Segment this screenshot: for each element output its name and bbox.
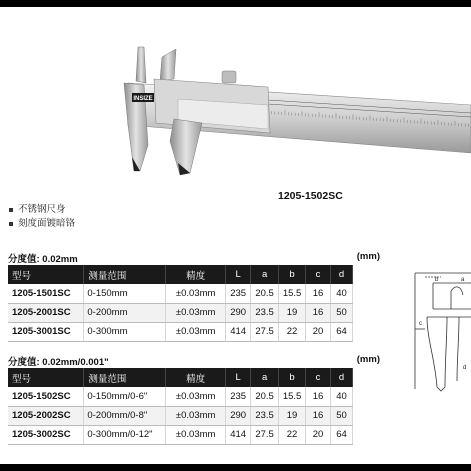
b-cell: 22: [279, 425, 306, 444]
model-cell: 1205-1502SC: [8, 387, 84, 406]
model-cell: 1205-3001SC: [8, 322, 84, 341]
column-header: L: [226, 265, 251, 284]
table-row: [8, 303, 353, 322]
l-cell: 290: [226, 406, 251, 425]
column-header: d: [331, 265, 353, 284]
a-cell: 27.5: [251, 425, 279, 444]
table-row: [8, 406, 353, 425]
model-cell: 1205-2002SC: [8, 406, 84, 425]
column-header: 测量范围: [84, 265, 166, 284]
accuracy-cell: ±0.03mm: [166, 284, 226, 303]
feature-item: 不锈钢尺身: [8, 203, 75, 217]
vernier-caliper-image: [118, 45, 471, 185]
a-cell: 23.5: [251, 406, 279, 425]
table-row: [8, 425, 353, 444]
c-cell: 16: [306, 387, 331, 406]
section2-heading: [8, 354, 380, 368]
section1-heading: [8, 251, 380, 265]
d-cell: 40: [331, 284, 353, 303]
column-header: d: [330, 368, 352, 387]
dim-label-d: d: [463, 365, 467, 371]
c-cell: 20: [306, 425, 331, 444]
section2-title: 分度值: 0.02mm/0.001": [8, 357, 109, 368]
accuracy-cell: ±0.03mm: [166, 303, 226, 322]
column-header: b: [279, 368, 306, 387]
column-header: 测量范围: [84, 368, 166, 387]
b-cell: 19: [279, 406, 306, 425]
range-cell: 0-200mm: [84, 303, 166, 322]
dim-label-a: a: [461, 277, 465, 283]
column-header: c: [306, 368, 331, 387]
model-cell: 1205-3002SC: [8, 425, 84, 444]
column-header: b: [279, 265, 306, 284]
d-cell: 50: [331, 303, 353, 322]
range-cell: 0-300mm: [84, 322, 166, 341]
table-header-row: [8, 368, 353, 387]
feature-list: [8, 203, 75, 231]
feature-item: 刻度面镀暗铬: [8, 217, 75, 231]
table-header-row: [8, 265, 353, 284]
l-cell: 414: [226, 322, 251, 341]
c-cell: 20: [306, 322, 331, 341]
d-cell: 40: [330, 387, 352, 406]
l-cell: 235: [226, 284, 251, 303]
a-cell: 23.5: [251, 303, 279, 322]
accuracy-cell: ±0.03mm: [166, 406, 226, 425]
d-cell: 64: [330, 425, 352, 444]
dim-label-b: b: [435, 277, 439, 283]
dimension-drawing: [411, 269, 471, 399]
c-cell: 16: [306, 284, 331, 303]
accuracy-cell: ±0.03mm: [166, 387, 226, 406]
l-cell: 290: [226, 303, 251, 322]
column-header: 型号: [8, 265, 84, 284]
section2-unit: (mm): [356, 354, 380, 365]
dim-label-c: c: [419, 321, 422, 327]
section1-title: 分度值: 0.02mm: [8, 254, 78, 265]
a-cell: 27.5: [251, 322, 279, 341]
d-cell: 64: [331, 322, 353, 341]
b-cell: 22: [279, 322, 306, 341]
a-cell: 20.5: [251, 284, 279, 303]
catalog-panel: [0, 7, 471, 464]
range-cell: 0-300mm/0-12": [84, 425, 166, 444]
range-cell: 0-150mm: [84, 284, 166, 303]
b-cell: 15.5: [279, 387, 306, 406]
section1-unit: (mm): [356, 251, 380, 262]
a-cell: 20.5: [251, 387, 279, 406]
product-model-caption: 1205-1502SC: [278, 190, 343, 202]
column-header: 精度: [166, 265, 226, 284]
l-cell: 235: [226, 387, 251, 406]
table-row: [8, 322, 353, 341]
l-cell: 414: [226, 425, 251, 444]
column-header: 型号: [8, 368, 84, 387]
column-header: 精度: [166, 368, 226, 387]
brand-logo-text: INSIZE: [133, 96, 153, 102]
spec-table-2: [8, 368, 353, 445]
b-cell: 19: [279, 303, 306, 322]
d-cell: 50: [330, 406, 352, 425]
model-cell: 1205-2001SC: [8, 303, 84, 322]
accuracy-cell: ±0.03mm: [166, 425, 226, 444]
spec-table-1: [8, 265, 353, 342]
table-row: [8, 387, 353, 406]
b-cell: 15.5: [279, 284, 306, 303]
c-cell: 16: [306, 406, 331, 425]
c-cell: 16: [306, 303, 331, 322]
model-cell: 1205-1501SC: [8, 284, 84, 303]
range-cell: 0-150mm/0-6": [84, 387, 166, 406]
accuracy-cell: ±0.03mm: [166, 322, 226, 341]
column-header: a: [251, 368, 279, 387]
column-header: c: [306, 265, 331, 284]
table-row: [8, 284, 353, 303]
column-header: a: [251, 265, 279, 284]
column-header: L: [226, 368, 251, 387]
range-cell: 0-200mm/0-8": [84, 406, 166, 425]
